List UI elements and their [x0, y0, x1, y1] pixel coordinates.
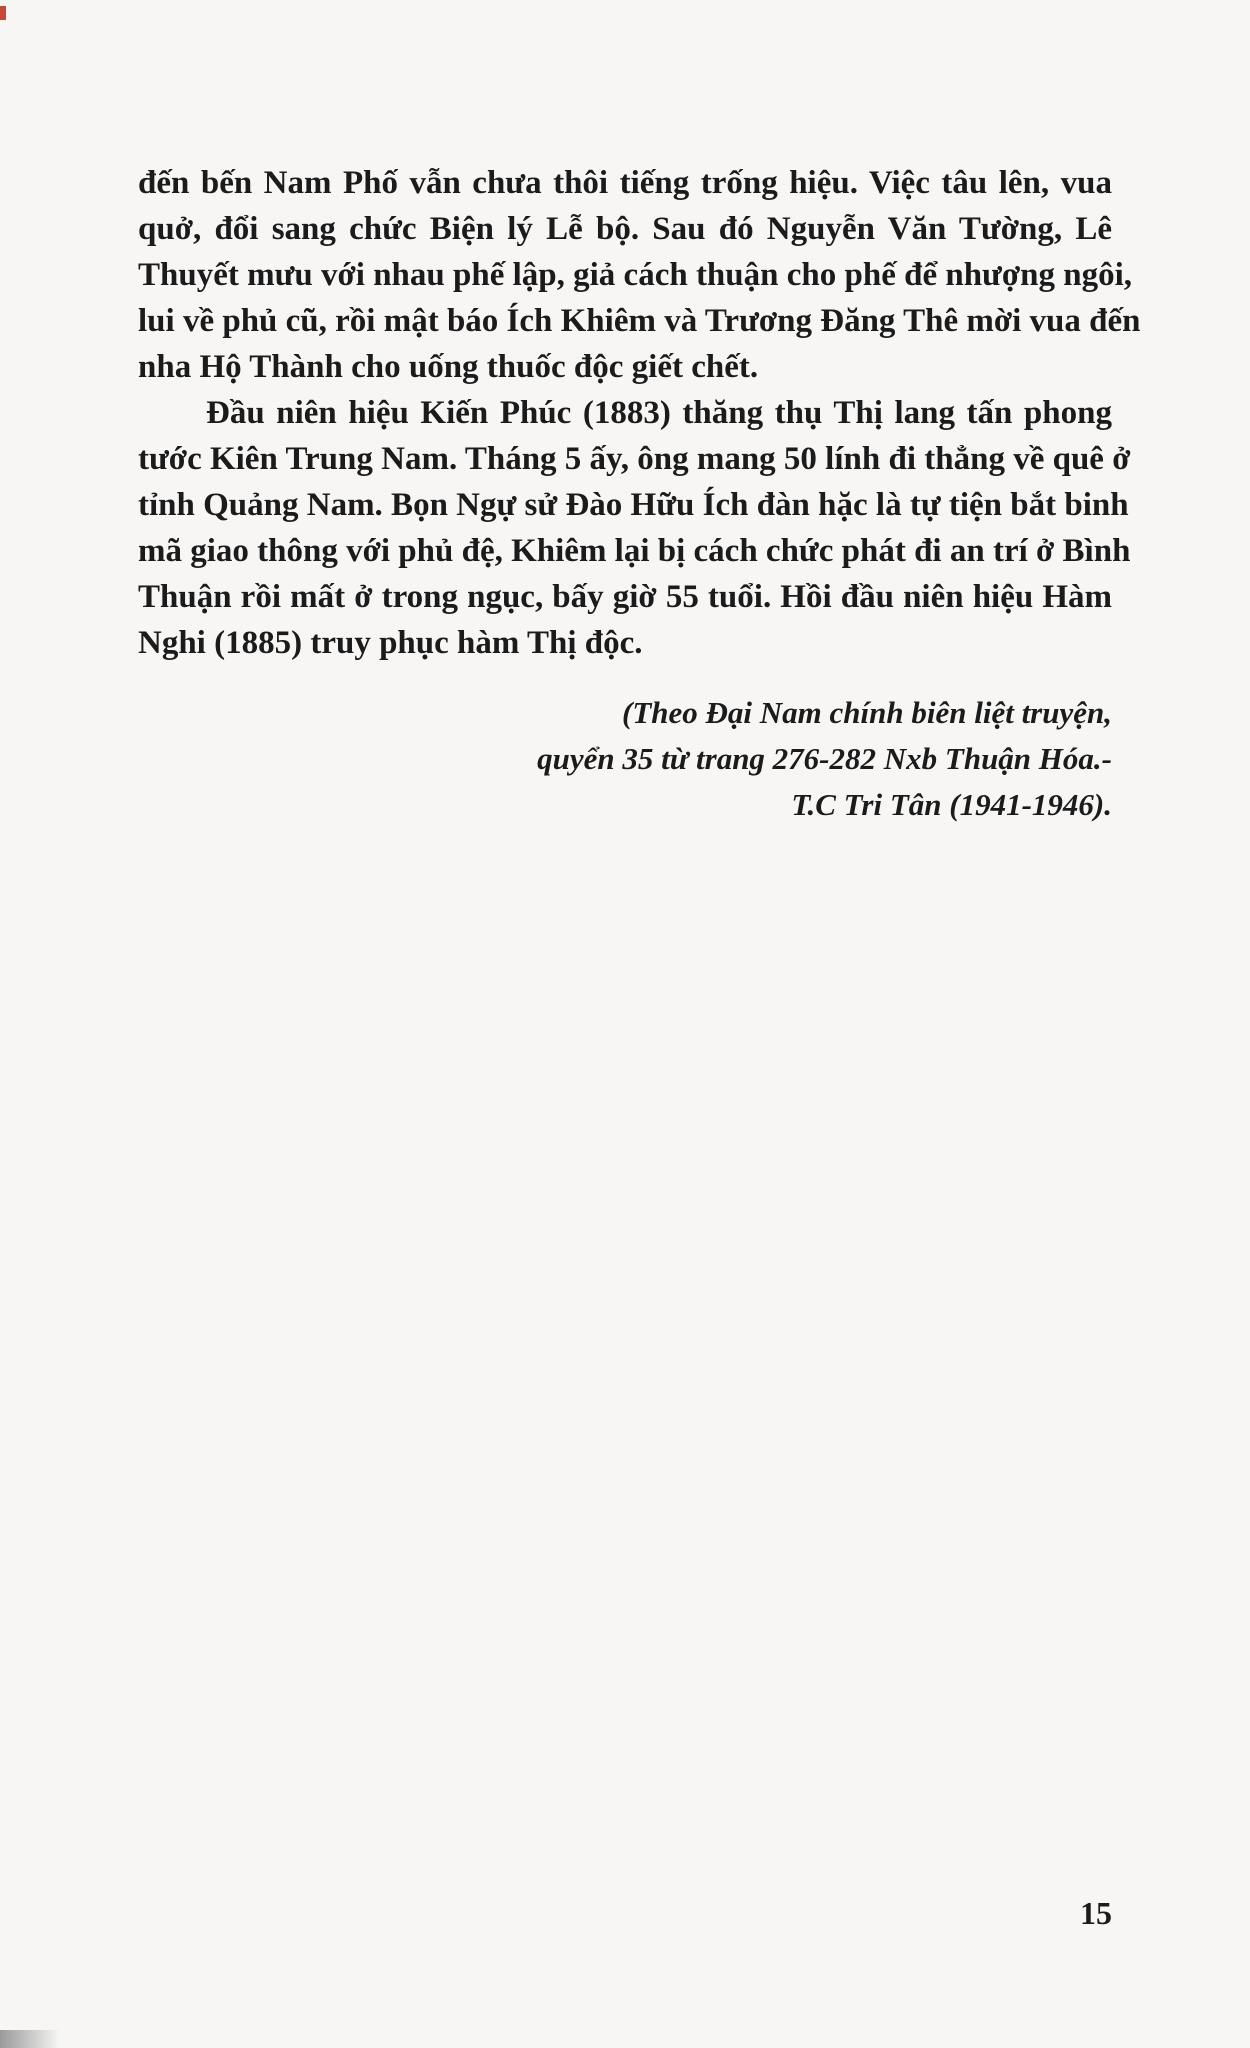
text-line: mã giao thông với phủ đệ, Khiêm lại bị cách chức phát đi an trí ở Bình: [138, 533, 1131, 569]
text-line: quở, đổi sang chức Biện lý Lễ bộ. Sau đó Nguyễn Văn Tường, Lê: [138, 211, 1112, 247]
text-line: Thuận rồi mất ở trong ngục, bấy giờ 55 tuổi. Hồi đầu niên hiệu Hàm: [138, 579, 1112, 615]
text-line: Đầu niên hiệu Kiến Phúc (1883) thăng thụ Thị lang tấn phong: [206, 395, 1112, 431]
scan-edge-mark-top: [0, 6, 6, 20]
body-text: [138, 160, 1141, 666]
paragraph-2: [138, 390, 1131, 666]
text-line: Thuyết mưu với nhau phế lập, giả cách thuận cho phế để nhượng ngôi,: [138, 257, 1132, 293]
text-line: lui về phủ cũ, rồi mật báo Ích Khiêm và Trương Đăng Thê mời vua đến: [138, 303, 1141, 339]
text-line: nha Hộ Thành cho uống thuốc độc giết chết.: [138, 349, 759, 385]
text-line: tước Kiên Trung Nam. Tháng 5 ấy, ông mang 50 lính đi thẳng về quê ở: [138, 441, 1131, 477]
source-citation: [500, 690, 1112, 828]
citation-line: quyển 35 từ trang 276-282 Nxb Thuận Hóa.-: [537, 741, 1112, 776]
scan-edge-mark-bottom: [0, 2030, 60, 2048]
text-line: tỉnh Quảng Nam. Bọn Ngự sử Đào Hữu Ích đàn hặc là tự tiện bắt binh: [138, 487, 1129, 523]
citation-line: T.C Tri Tân (1941-1946).: [791, 787, 1112, 822]
text-line: Nghi (1885) truy phục hàm Thị độc.: [138, 625, 643, 661]
paragraph-1: [138, 160, 1141, 390]
text-line: đến bến Nam Phố vẫn chưa thôi tiếng trống hiệu. Việc tâu lên, vua: [138, 165, 1112, 201]
citation-line: (Theo Đại Nam chính biên liệt truyện,: [622, 695, 1112, 730]
page-number: 15: [1080, 1895, 1112, 1931]
